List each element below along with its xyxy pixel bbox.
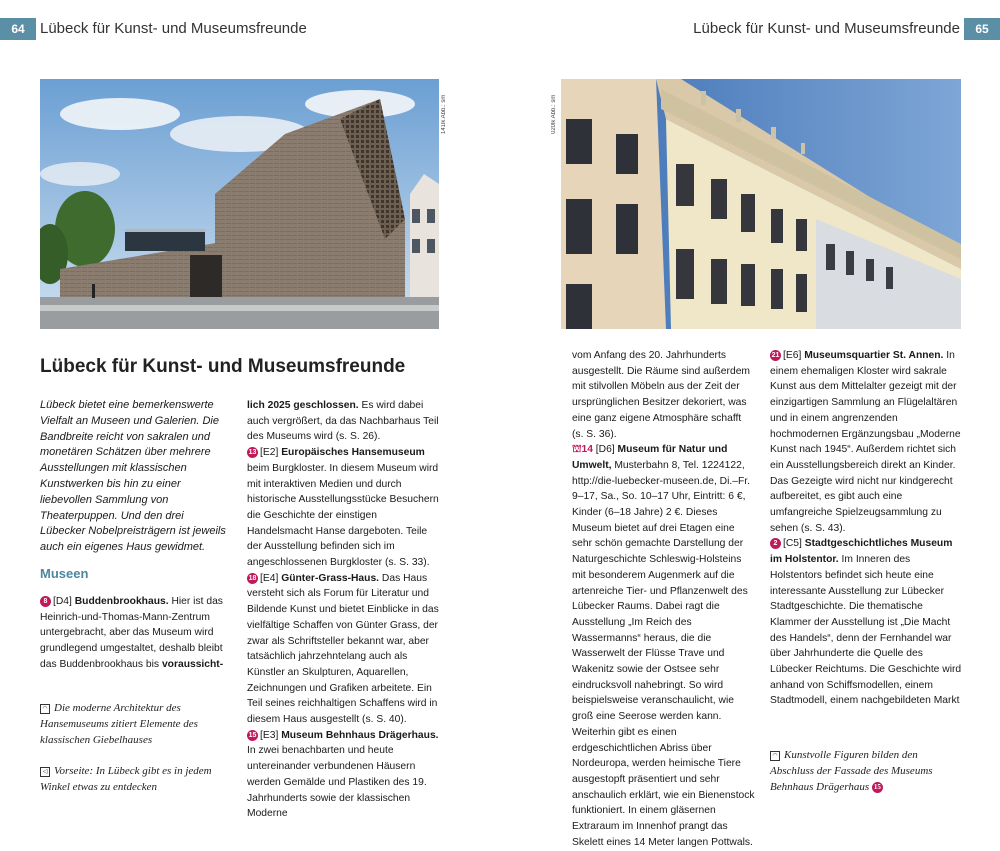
column-4: 21 [E6] Museumsquartier St. Annen. In einem ehemaligen Kloster wird sakrale Kunst aus dem Mittelalter gezeigt mit der einzigartigen Sammlung an Flügelaltären und in einem angrenzenden hochmodernen Ergänzungsbau „Moderne Kunst nach 1945“. Außerdem richtet sich ein Ausstellungsbereich direkt an Kinder. Das Gezeigte wird nicht nur kindgerecht aufbereitet, es gibt auch eine umfangreiche Spielzeugsammlung zu sehen (s. S. 43). 2 [C5] Stadtgeschichtliches Museum im Holstentor. Im Inneren des Holstentors befindet sich heute eine interessante Ausstellung zur Lübecker Stadtgeschichte. Die thematische Klammer der Ausstellung ist „Die Macht des Handels“, denn der Fernhandel war über Jahrhunderte die Quelle des Lübecker Reichtums. Die Geschichte wird anhand von Schiffsmodellen, einem Stadtmodell, einem nachgebildeten Markt xyxy=(770,350,962,707)
entry-number-badge: 8 xyxy=(40,596,51,607)
page-number-left: 64 xyxy=(0,18,36,40)
entry-number-badge: 15 xyxy=(248,731,257,739)
entry-number-badge: 21 xyxy=(771,352,780,359)
photo-credit-right: 020lk Abb.: sm xyxy=(551,94,557,134)
camera-icon: ◠ xyxy=(40,704,50,714)
hansemuseum-photo xyxy=(40,79,439,329)
caption-behnhaus: ◠ Kunstvolle Figuren bilden den Abschluss der Fassade des Museums Behnhaus Drägerhaus 15 xyxy=(770,749,933,793)
entry-number-badge: 15 xyxy=(873,783,881,791)
camera-icon: ◁ xyxy=(40,767,50,777)
camera-icon: ◠ xyxy=(770,751,780,761)
behnhaus-photo xyxy=(561,79,961,329)
column-3: vom Anfang des 20. Jahrhunderts ausgestellt. Die Räume sind außerdem mit stilvollen Möbeln aus der Zeit der ursprünglichen Besitzer dekoriert, was eine ganz eigene Atmosphäre schafft (s. S. 36). ⛫14 [D6] Museum für Natur und Umwelt, Musterbahn 8, Tel. 1224122, http://die-luebecker-museen.de, Di.–Fr. 9–17, Sa., So. 10–17 Uhr, Eintritt: 6 €, Kinder (6–18 Jahre) 2 €. Dieses Museum bietet auf drei Etagen eine sehr schön gemachte Darstellung der Naturgeschichte Schleswig-Holsteins mit besonderem Augenmerk auf die artenreiche Tier- und Pflanzenwelt des Lübecker Raums. Dabei ragt die Ausstellung „Im Reich des Wassermanns“ heraus, die die Wasserwelt der Flüsse Trave und Wakenitz sowie der Ostsee sehr eindrucksvoll nahebringt. So wird beispielsweise veranschaulicht, wie groß eine Seerose werden kann. Weiterhin gibt es einen erdgeschichtlichen Abriss über Nordeuropa, werden heimische Tiere ausgestopft präsentiert und sehr anschaulich erklärt, wie ein Bienenstock funktioniert. In einem gläsernen Extraraum im Innenhof prangt das Skelett eines 14 Meter langen Pottwals. xyxy=(572,350,755,848)
page-title: Lübeck für Kunst- und Museumsfreunde xyxy=(40,356,406,377)
entry-number-badge: 2 xyxy=(770,538,781,549)
entry-number-badge: 18 xyxy=(248,574,257,582)
museum-icon: ⛫14 xyxy=(572,444,593,456)
column-2: lich 2025 geschlossen. Es wird dabei auch vergrößert, da das Nachbarhaus Teil des Museums wird (s. S. 26). 13 [E2] Europäisches Hansemuseum beim Burgkloster. In diesem Museum wird mit interaktiven Medien und durch historische Ausstellungsstücke Besuchern die Geschichte der einstigen Handelsmacht Hanse dargeboten. Teile der Ausstellung befinden sich im angeschlossenen Burgkloster (s. S. 33). 18 [E4] Günter-Grass-Haus. Das Haus versteht sich als Forum für Literatur und Bildende Kunst und bietet Einblicke in das vielfältige Schaffen von Günter Grass, der zwar als Schriftsteller bekannt war, aber tatsächlich jahrzehntelang auch als Künstler an Skulpturen, Aquarellen, Zeichnungen und Grafiken arbeitete. Ein Teil seines reichhaltigen Schaffens wird in diesem Haus ausgestellt (s. S. 40). 15 [E3] Museum Behnhaus Drägerhaus. In zwei benachbarten und heute untereinander verbundenen Häusern werden Gemälde und Plastiken des 19. Jahrhunderts sowie der klassischen Moderne xyxy=(247,400,439,820)
caption-hansemuseum: ◠ Die moderne Architektur des Hansemuseums zitiert Elemente des klassischen Giebelhauses xyxy=(40,702,198,746)
page-number-right: 65 xyxy=(964,18,1000,40)
caption-vorseite: ◁ Vorseite: In Lübeck gibt es in jedem Winkel etwas zu entdecken xyxy=(40,765,212,793)
intro-text: Lübeck bietet eine bemerkenswerte Vielfalt an Museen und Galerien. Die Bandbreite reicht von sakralen und monetären Schätzen über mehrere Ausstellungen mit klassischen Kunstwerken bis hin zu einer liebevollen Sammlung von Theaterpuppen. Und den drei Lübecker Nobelpreisträgern ist jeweils auch ein eigenes Haus gewidmet. xyxy=(40,399,226,554)
section-heading-museen: Museen xyxy=(40,566,89,581)
photo-credit-left: 141lk Abb.: sm xyxy=(441,94,447,134)
running-head-right: Lübeck für Kunst- und Museumsfreunde xyxy=(693,20,960,37)
entry-buddenbrookhaus: 8 [D4] Buddenbrookhaus. Hier ist das Heinrich-und-Thomas-Mann-Zentrum untergebracht, aber das Museum wird grundlegend umgestaltet, deshalb bleibt das Buddenbrookhaus bis voraussicht- xyxy=(40,596,224,670)
running-head-left: Lübeck für Kunst- und Museumsfreunde xyxy=(40,20,307,37)
entry-number-badge: 13 xyxy=(248,449,257,457)
